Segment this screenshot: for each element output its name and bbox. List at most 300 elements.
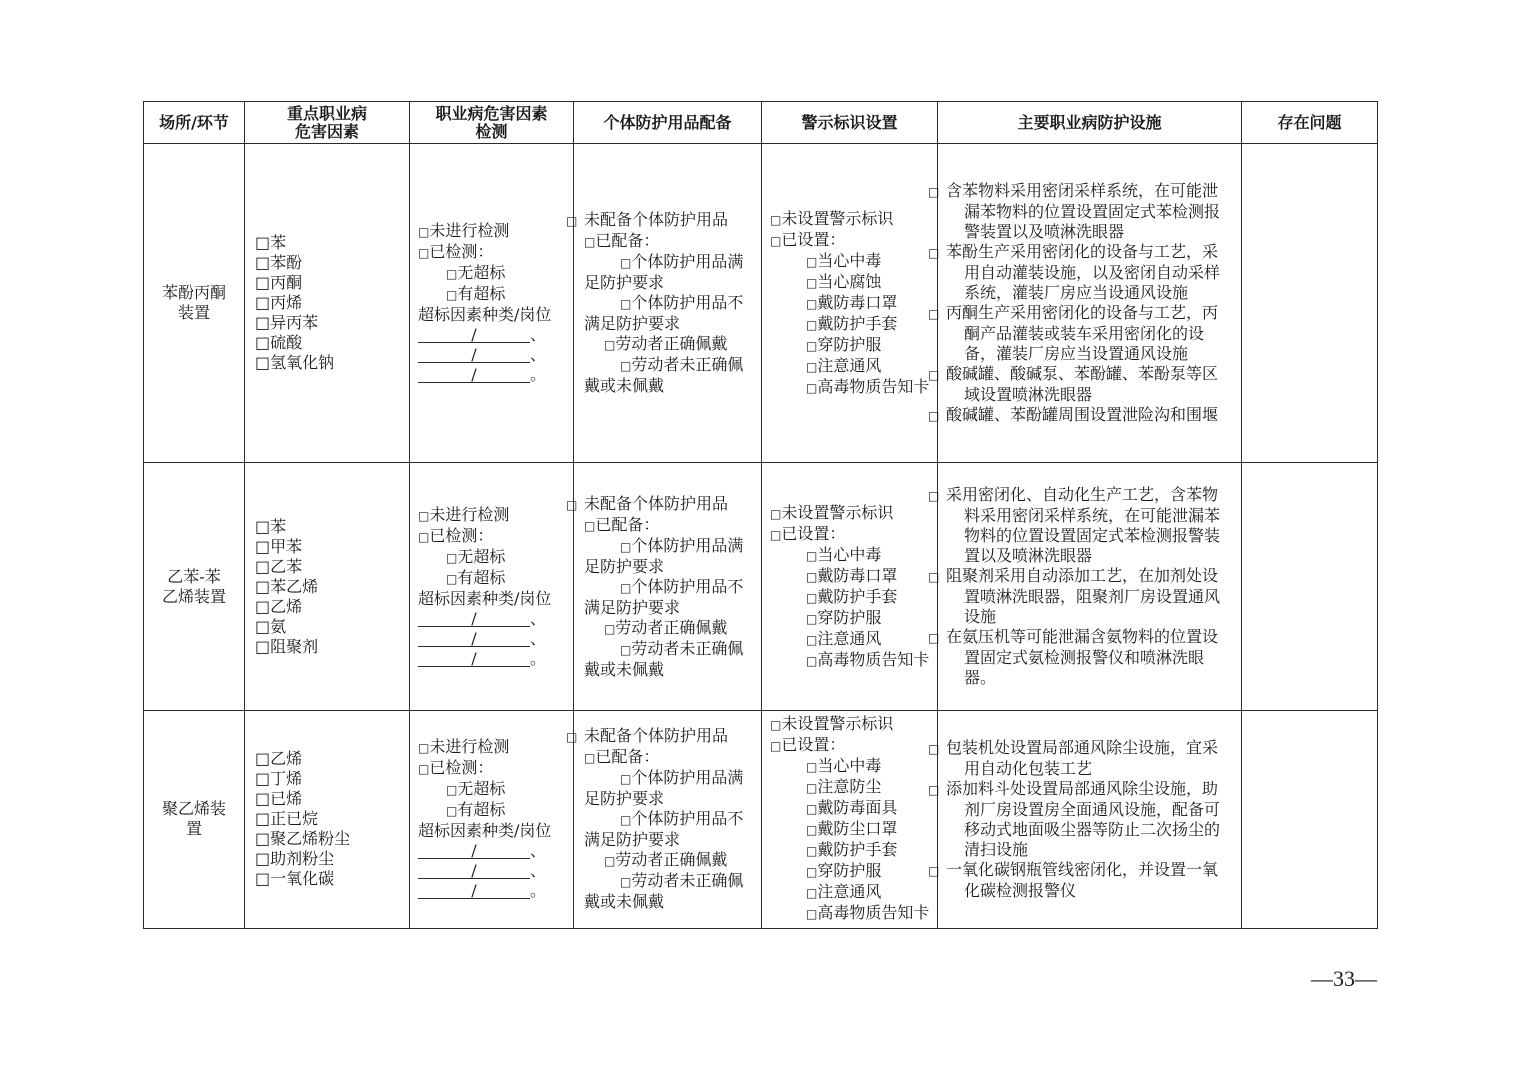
ppe-none-label: 未配备个体防护用品: [584, 493, 729, 513]
exceed-option[interactable]: [418, 284, 569, 305]
checkbox-icon[interactable]: □: [620, 813, 632, 828]
detect-done-label: 已检测：: [429, 525, 494, 545]
issue-cell[interactable]: [1242, 710, 1378, 928]
hazard-label: 丙烯: [270, 293, 303, 313]
blank-field[interactable]: /: [418, 864, 530, 879]
checkbox-icon[interactable]: □: [418, 741, 430, 756]
sign-option[interactable]: [770, 903, 933, 924]
sign-cell: [762, 144, 938, 463]
checkbox-icon[interactable]: □: [255, 353, 271, 373]
sign-label: 注意防尘: [817, 777, 882, 797]
checkbox-icon[interactable]: □: [584, 235, 596, 250]
checkbox-icon[interactable]: □: [255, 233, 271, 253]
checkbox-icon[interactable]: □: [806, 338, 818, 353]
fill-line-3[interactable]: [418, 365, 569, 385]
ppe-done-option[interactable]: [584, 231, 757, 252]
fill-line-2[interactable]: [418, 345, 569, 365]
wear-ok-label: 劳动者正确佩戴: [615, 617, 728, 637]
checkbox-icon[interactable]: □: [806, 632, 818, 647]
sign-label: 当心中毒: [817, 756, 882, 776]
sign-option[interactable]: [770, 314, 933, 335]
sign-option[interactable]: [770, 882, 933, 903]
sign-label: 高毒物质告知卡: [817, 376, 930, 396]
checkbox-icon[interactable]: □: [255, 576, 271, 596]
sign-option[interactable]: [770, 566, 933, 587]
ppe-not-meet-label: 个体防护用品不满足防护要求: [584, 293, 744, 334]
sign-none-option[interactable]: [770, 209, 933, 230]
sign-option[interactable]: [770, 272, 933, 293]
checkbox-icon[interactable]: □: [604, 621, 616, 636]
ppe-none-label: 未配备个体防护用品: [584, 726, 729, 746]
ppe-done-label: 已配备：: [595, 514, 660, 534]
hazard-option[interactable]: [255, 637, 405, 657]
checkbox-icon[interactable]: □: [806, 802, 818, 817]
sign-label: 戴防尘口罩: [817, 819, 898, 839]
detect-not-option[interactable]: [418, 505, 569, 526]
blank-field[interactable]: /: [418, 652, 530, 667]
checkbox-icon[interactable]: □: [806, 886, 818, 901]
hazard-label: 丙酮: [270, 273, 303, 293]
checkbox-icon[interactable]: □: [620, 642, 632, 657]
checkbox-icon[interactable]: □: [806, 865, 818, 880]
checkbox-icon[interactable]: □: [770, 718, 782, 733]
hazard-option[interactable]: [255, 749, 405, 769]
detect-not-label: 未进行检测: [429, 737, 510, 757]
sign-option[interactable]: [770, 819, 933, 840]
hazard-option[interactable]: [255, 849, 405, 869]
hazard-label: 硫酸: [270, 333, 303, 353]
no-exceed-option[interactable]: [418, 263, 569, 284]
ppe-not-meet-label: 个体防护用品不满足防护要求: [584, 809, 744, 850]
checkbox-icon[interactable]: □: [255, 536, 271, 556]
sign-none-label: 未设置警示标识: [781, 502, 894, 522]
checkbox-icon[interactable]: □: [806, 781, 818, 796]
checkbox-icon[interactable]: □: [255, 516, 271, 536]
checkbox-icon[interactable]: □: [620, 539, 632, 554]
checkbox-icon[interactable]: □: [255, 273, 271, 293]
checkbox-icon[interactable]: □: [806, 611, 818, 626]
checkbox-icon[interactable]: □: [446, 571, 458, 586]
checkbox-icon[interactable]: □: [418, 508, 430, 523]
checkbox-icon[interactable]: □: [255, 293, 271, 313]
checkbox-icon[interactable]: □: [255, 789, 271, 809]
sign-option[interactable]: [770, 650, 933, 671]
detect-done-option[interactable]: [418, 526, 569, 547]
checkbox-icon[interactable]: □: [770, 739, 782, 754]
table-row: [144, 710, 1378, 928]
wear-bad-label: 劳动者未正确佩戴或未佩戴: [584, 871, 744, 912]
checkbox-icon[interactable]: □: [806, 254, 818, 269]
issue-cell[interactable]: [1242, 463, 1378, 710]
ppe-block: [566, 493, 761, 680]
sign-option[interactable]: [770, 840, 933, 861]
hazard-option[interactable]: [255, 829, 405, 849]
detect-done-option[interactable]: [418, 242, 569, 263]
ppe-none-option[interactable]: □ 未配备个体防护用品: [566, 210, 729, 230]
checkbox-icon[interactable]: □: [255, 616, 271, 636]
hazard-label: 聚乙烯粉尘: [270, 829, 351, 849]
no-exceed-option[interactable]: [418, 779, 569, 800]
sign-option[interactable]: [770, 861, 933, 882]
separator: 、: [530, 608, 547, 628]
hazard-label: 苯酚: [270, 253, 303, 273]
wear-ok-label: 劳动者正确佩戴: [615, 334, 728, 354]
hazard-cell: [245, 710, 410, 928]
hazard-option[interactable]: [255, 597, 405, 617]
sign-option[interactable]: [770, 798, 933, 819]
detect-done-option[interactable]: [418, 758, 569, 779]
checkbox-icon[interactable]: □: [806, 548, 818, 563]
detect-not-label: 未进行检测: [429, 504, 510, 524]
checkbox-icon[interactable]: □: [806, 275, 818, 290]
checkbox-icon[interactable]: □: [770, 212, 782, 227]
sign-none-label: 未设置警示标识: [781, 714, 894, 734]
wear-ok-label: 劳动者正确佩戴: [615, 850, 728, 870]
hazard-label: 异丙苯: [270, 313, 319, 333]
hazard-list: [245, 517, 409, 657]
wear-ok-option[interactable]: [584, 334, 757, 355]
checkbox-icon[interactable]: □: [418, 246, 430, 261]
issue-cell[interactable]: [1242, 144, 1378, 463]
checkbox-icon[interactable]: □: [806, 907, 818, 922]
separator: 。: [530, 881, 547, 901]
sign-done-option[interactable]: [770, 230, 933, 251]
facility-cell: [928, 710, 1242, 928]
sign-option[interactable]: [770, 545, 933, 566]
facility-label: 酸碱罐、苯酚罐周围设置泄险沟和围堰: [946, 404, 1219, 424]
facility-option[interactable]: □ 丙酮生产采用密闭化的设备与工艺，丙酮产品灌装或装车采用密闭化的设备，灌装厂房应当设置通风设施: [928, 302, 1219, 363]
checkbox-icon[interactable]: □: [806, 590, 818, 605]
checkbox-icon[interactable]: □: [446, 267, 458, 282]
ppe-done-option[interactable]: [584, 515, 757, 536]
checkbox-icon[interactable]: □: [806, 380, 818, 395]
place-cell: [144, 144, 245, 463]
sign-label: 当心中毒: [817, 544, 882, 564]
hazard-option[interactable]: [255, 353, 405, 373]
hazard-label: 一氧化碳: [270, 869, 335, 889]
sign-label: 注意通风: [817, 628, 882, 648]
detect-not-option[interactable]: [418, 221, 569, 242]
checkbox-icon[interactable]: □: [806, 823, 818, 838]
checkbox-icon[interactable]: □: [446, 804, 458, 819]
blank-field[interactable]: /: [418, 884, 530, 899]
ppe-meet-option[interactable]: [584, 252, 757, 293]
sign-cell: [762, 710, 938, 928]
checkbox-icon[interactable]: □: [418, 529, 430, 544]
detect-block: [410, 505, 573, 669]
exceed-label: 有超标: [457, 800, 506, 820]
checkbox-icon[interactable]: □: [255, 253, 271, 273]
ppe-done-option[interactable]: [584, 747, 757, 768]
checkbox-icon[interactable]: □: [770, 506, 782, 521]
facility-label: 包装机处设置局部通风除尘设施，宜采用自动化包装工艺: [946, 737, 1219, 778]
checkbox-icon[interactable]: □: [255, 749, 271, 769]
facility-option[interactable]: □ 酸碱罐、酸碱泵、苯酚罐、苯酚泵等区域设置喷淋洗眼器: [928, 363, 1219, 404]
facility-option[interactable]: □ 阻聚剂采用自动添加工艺，在加剂处设置喷淋洗眼器，阻聚剂厂房设置通风设施: [928, 566, 1221, 627]
checkbox-icon[interactable]: □: [806, 653, 818, 668]
ppe-meet-label: 个体防护用品满足防护要求: [584, 252, 744, 293]
checkbox-icon[interactable]: □: [620, 772, 632, 787]
facility-option[interactable]: □ 苯酚生产采用密闭化的设备与工艺，采用自动灌装设施，以及密闭自动采样系统，灌装厂房应当设通风设施: [928, 241, 1221, 302]
facility-option[interactable]: □ 添加料斗处设置局部通风除尘设施，助剂厂房设置房全面通风设施，配备可移动式地面吸尘器等防止二次扬尘的清扫设施: [928, 778, 1221, 859]
facility-list: [928, 737, 1241, 901]
no-exceed-label: 无超标: [457, 263, 506, 283]
checkbox-icon[interactable]: □: [255, 829, 271, 849]
wear-bad-option[interactable]: [584, 871, 757, 912]
checkbox-icon[interactable]: □: [620, 256, 632, 271]
checkbox-icon[interactable]: □: [418, 225, 430, 240]
exceed-option[interactable]: [418, 568, 569, 589]
wear-bad-label: 劳动者未正确佩戴或未佩戴: [584, 638, 744, 679]
detect-done-label: 已检测：: [429, 242, 494, 262]
hazard-label: 乙烯: [270, 749, 303, 769]
facility-option[interactable]: □ 酸碱罐、苯酚罐周围设置泄险沟和围堰: [928, 404, 1219, 424]
checkbox-icon[interactable]: □: [620, 875, 632, 890]
separator: 、: [530, 325, 547, 345]
exceed-option[interactable]: [418, 800, 569, 821]
sign-done-option[interactable]: [770, 524, 933, 545]
separator: 、: [530, 861, 547, 881]
facility-label: 含苯物料采用密闭采样系统，在可能泄漏苯物料的位置设置固定式苯检测报警装置以及喷淋洗眼器: [946, 180, 1221, 241]
header-issue: 存在问题: [1242, 102, 1378, 144]
blank-field[interactable]: /: [418, 328, 530, 343]
ppe-block: [566, 726, 761, 912]
blank-field[interactable]: /: [418, 632, 530, 647]
header-row: [144, 102, 1378, 144]
sign-option[interactable]: [770, 608, 933, 629]
sign-done-label: 已设置：: [781, 735, 846, 755]
sign-label: 穿防护服: [817, 861, 882, 881]
checkbox-icon[interactable]: □: [806, 844, 818, 859]
separator: 、: [530, 345, 547, 365]
sign-none-option[interactable]: [770, 714, 933, 735]
fill-line-3[interactable]: [418, 649, 569, 669]
header-detect: 职业病危害因素 检测: [410, 102, 574, 144]
facility-label: 一氧化碳钢瓶管线密闭化，并设置一氧化碳检测报警仪: [946, 859, 1219, 900]
ppe-done-label: 已配备：: [595, 231, 660, 251]
ppe-not-meet-option[interactable]: [584, 293, 757, 334]
ppe-meet-option[interactable]: [584, 768, 757, 809]
hazard-option[interactable]: [255, 809, 405, 829]
hazard-option[interactable]: [255, 253, 405, 273]
blank-field[interactable]: /: [418, 348, 530, 363]
checkbox-icon[interactable]: □: [584, 751, 596, 766]
wear-ok-option[interactable]: [584, 618, 757, 639]
detect-cell: [410, 710, 574, 928]
checkbox-icon[interactable]: □: [255, 849, 271, 869]
facility-cell: [928, 144, 1242, 463]
blank-field[interactable]: /: [418, 844, 530, 859]
checkbox-icon[interactable]: □: [255, 869, 271, 889]
checkbox-icon[interactable]: □: [604, 338, 616, 353]
detect-not-option[interactable]: [418, 737, 569, 758]
facility-list: [928, 485, 1241, 688]
sign-label: 戴防毒面具: [817, 798, 898, 818]
sign-cell: [762, 463, 938, 710]
checkbox-icon[interactable]: □: [255, 313, 271, 333]
facility-option[interactable]: □ 一氧化碳钢瓶管线密闭化，并设置一氧化碳检测报警仪: [928, 859, 1219, 900]
ppe-cell: [566, 710, 762, 928]
hazard-label: 丁烯: [270, 769, 303, 789]
wear-ok-option[interactable]: [584, 850, 757, 871]
sign-none-label: 未设置警示标识: [781, 208, 894, 228]
checkbox-icon[interactable]: □: [770, 527, 782, 542]
facility-option[interactable]: □ 含苯物料采用密闭采样系统，在可能泄漏苯物料的位置设置固定式苯检测报警装置以及喷淋洗眼器: [928, 180, 1221, 241]
hazard-label: 阻聚剂: [270, 636, 319, 656]
sign-option[interactable]: [770, 587, 933, 608]
ppe-meet-label: 个体防护用品满足防护要求: [584, 768, 744, 809]
fill-line-2[interactable]: [418, 629, 569, 649]
sign-list: [770, 545, 933, 671]
sign-block: [762, 209, 937, 398]
ppe-not-meet-option[interactable]: [584, 577, 757, 618]
sign-option[interactable]: [770, 293, 933, 314]
hazard-label: 正已烷: [270, 809, 319, 829]
hazard-option[interactable]: [255, 869, 405, 889]
hazard-label: 苯: [270, 233, 287, 253]
hazard-option[interactable]: [255, 517, 405, 537]
place-cell: [144, 463, 245, 710]
checkbox-icon[interactable]: □: [806, 359, 818, 374]
sign-option[interactable]: [770, 756, 933, 777]
hazard-label: 苯乙烯: [270, 576, 319, 596]
checkbox-icon[interactable]: □: [255, 809, 271, 829]
sign-label: 当心中毒: [817, 250, 882, 270]
checkbox-icon[interactable]: □: [446, 288, 458, 303]
fill-line-3[interactable]: [418, 881, 569, 901]
exceed-desc: 超标因素种类/岗位: [418, 588, 552, 608]
hazard-option[interactable]: [255, 789, 405, 809]
ppe-cell: [566, 463, 762, 710]
hazard-option[interactable]: [255, 577, 405, 597]
hazard-label: 苯: [270, 516, 287, 536]
sign-label: 戴防护手套: [817, 840, 898, 860]
sign-list: [770, 756, 933, 924]
hazard-option[interactable]: [255, 273, 405, 293]
checkbox-icon[interactable]: □: [770, 233, 782, 248]
exceed-desc: 超标因素种类/岗位: [418, 305, 552, 325]
hazard-option[interactable]: [255, 333, 405, 353]
checkbox-icon[interactable]: □: [584, 518, 596, 533]
sign-label: 注意通风: [817, 882, 882, 902]
hazard-option[interactable]: [255, 313, 405, 333]
checkbox-icon[interactable]: □: [255, 596, 271, 616]
ppe-none-option[interactable]: □ 未配备个体防护用品: [566, 726, 729, 746]
checkbox-icon[interactable]: □: [806, 317, 818, 332]
hazard-label: 已烯: [270, 789, 303, 809]
ppe-meet-option[interactable]: [584, 536, 757, 577]
sign-option[interactable]: [770, 335, 933, 356]
facility-option[interactable]: □ 采用密闭化、自动化生产工艺，含苯物料采用密闭采样系统，在可能泄漏苯物料的位置设置固定式苯检测报警装置以及喷淋洗眼器: [928, 485, 1221, 566]
header-hazard: 重点职业病 危害因素: [245, 102, 410, 144]
detect-not-label: 未进行检测: [429, 221, 510, 241]
hazard-label: 甲苯: [270, 536, 303, 556]
sign-done-label: 已设置：: [781, 523, 846, 543]
facility-option[interactable]: □ 包装机处设置局部通风除尘设施，宜采用自动化包装工艺: [928, 737, 1219, 778]
facility-label: 丙酮生产采用密闭化的设备与工艺，丙酮产品灌装或装车采用密闭化的设备，灌装厂房应当设置通风设施: [946, 302, 1219, 363]
sign-option[interactable]: [770, 629, 933, 650]
hazard-cell: [245, 144, 410, 463]
checkbox-icon[interactable]: □: [604, 854, 616, 869]
fill-line-2[interactable]: [418, 861, 569, 881]
sign-option[interactable]: [770, 251, 933, 272]
checkbox-icon[interactable]: □: [446, 550, 458, 565]
facility-label: 苯酚生产采用密闭化的设备与工艺，采用自动灌装设施，以及密闭自动采样系统，灌装厂房应当设通风设施: [946, 241, 1221, 302]
checkbox-icon[interactable]: □: [620, 297, 632, 312]
sign-block: [762, 503, 937, 671]
checkbox-icon[interactable]: □: [255, 333, 271, 353]
place-name: 苯酚丙酮 装置: [161, 283, 226, 323]
blank-field[interactable]: /: [418, 612, 530, 627]
sign-label: 穿防护服: [817, 607, 882, 627]
hazard-option[interactable]: [255, 293, 405, 313]
checkbox-icon[interactable]: □: [806, 569, 818, 584]
fill-line-1[interactable]: [418, 841, 569, 861]
hazard-option[interactable]: [255, 769, 405, 789]
sign-option[interactable]: [770, 356, 933, 377]
inspection-table: [143, 101, 1378, 929]
sign-option[interactable]: [770, 777, 933, 798]
ppe-cell: [566, 144, 762, 463]
detect-cell: [410, 144, 574, 463]
sign-done-option[interactable]: [770, 735, 933, 756]
fill-line-1[interactable]: [418, 325, 569, 345]
facility-label: 在氨压机等可能泄漏含氨物料的位置设置固定式氨检测报警仪和喷淋洗眼器。: [946, 627, 1219, 688]
facility-list: [928, 180, 1241, 426]
place-name: 聚乙烯装 置: [161, 799, 226, 839]
hazard-option[interactable]: [255, 537, 405, 557]
fill-line-1[interactable]: [418, 609, 569, 629]
facility-label: 酸碱罐、酸碱泵、苯酚罐、苯酚泵等区域设置喷淋洗眼器: [946, 363, 1219, 404]
checkbox-icon[interactable]: □: [446, 783, 458, 798]
sign-label: 穿防护服: [817, 334, 882, 354]
hazard-option[interactable]: [255, 233, 405, 253]
ppe-not-meet-label: 个体防护用品不满足防护要求: [584, 576, 744, 617]
detect-block: [410, 737, 573, 901]
sign-label: 注意通风: [817, 355, 882, 375]
checkbox-icon[interactable]: □: [620, 580, 632, 595]
checkbox-icon[interactable]: □: [255, 636, 271, 656]
blank-field[interactable]: /: [418, 368, 530, 383]
hazard-option[interactable]: [255, 557, 405, 577]
wear-bad-option[interactable]: [584, 355, 757, 396]
wear-bad-label: 劳动者未正确佩戴或未佩戴: [584, 355, 744, 396]
checkbox-icon[interactable]: □: [620, 359, 632, 374]
checkbox-icon[interactable]: □: [806, 296, 818, 311]
facility-label: 采用密闭化、自动化生产工艺，含苯物料采用密闭采样系统，在可能泄漏苯物料的位置设置固定式苯检测报警装置以及喷淋洗眼器: [946, 485, 1221, 566]
ppe-done-label: 已配备：: [595, 747, 660, 767]
wear-bad-option[interactable]: [584, 639, 757, 680]
no-exceed-option[interactable]: [418, 547, 569, 568]
sign-none-option[interactable]: [770, 503, 933, 524]
checkbox-icon[interactable]: □: [806, 760, 818, 775]
facility-cell: [928, 463, 1242, 710]
ppe-none-option[interactable]: □ 未配备个体防护用品: [566, 493, 729, 513]
detect-block: [410, 221, 573, 385]
ppe-not-meet-option[interactable]: [584, 809, 757, 850]
hazard-label: 乙烯: [270, 596, 303, 616]
checkbox-icon[interactable]: □: [418, 762, 430, 777]
facility-label: 阻聚剂采用自动添加工艺，在加剂处设置喷淋洗眼器，阻聚剂厂房设置通风设施: [946, 566, 1221, 627]
sign-option[interactable]: [770, 377, 933, 398]
checkbox-icon[interactable]: □: [255, 769, 271, 789]
checkbox-icon[interactable]: □: [255, 556, 271, 576]
hazard-option[interactable]: [255, 617, 405, 637]
facility-option[interactable]: □ 在氨压机等可能泄漏含氨物料的位置设置固定式氨检测报警仪和喷淋洗眼器。: [928, 627, 1219, 688]
place-name: 乙苯-苯 乙烯装置: [161, 566, 226, 606]
detect-done-label: 已检测：: [429, 758, 494, 778]
separator: 。: [530, 365, 547, 385]
